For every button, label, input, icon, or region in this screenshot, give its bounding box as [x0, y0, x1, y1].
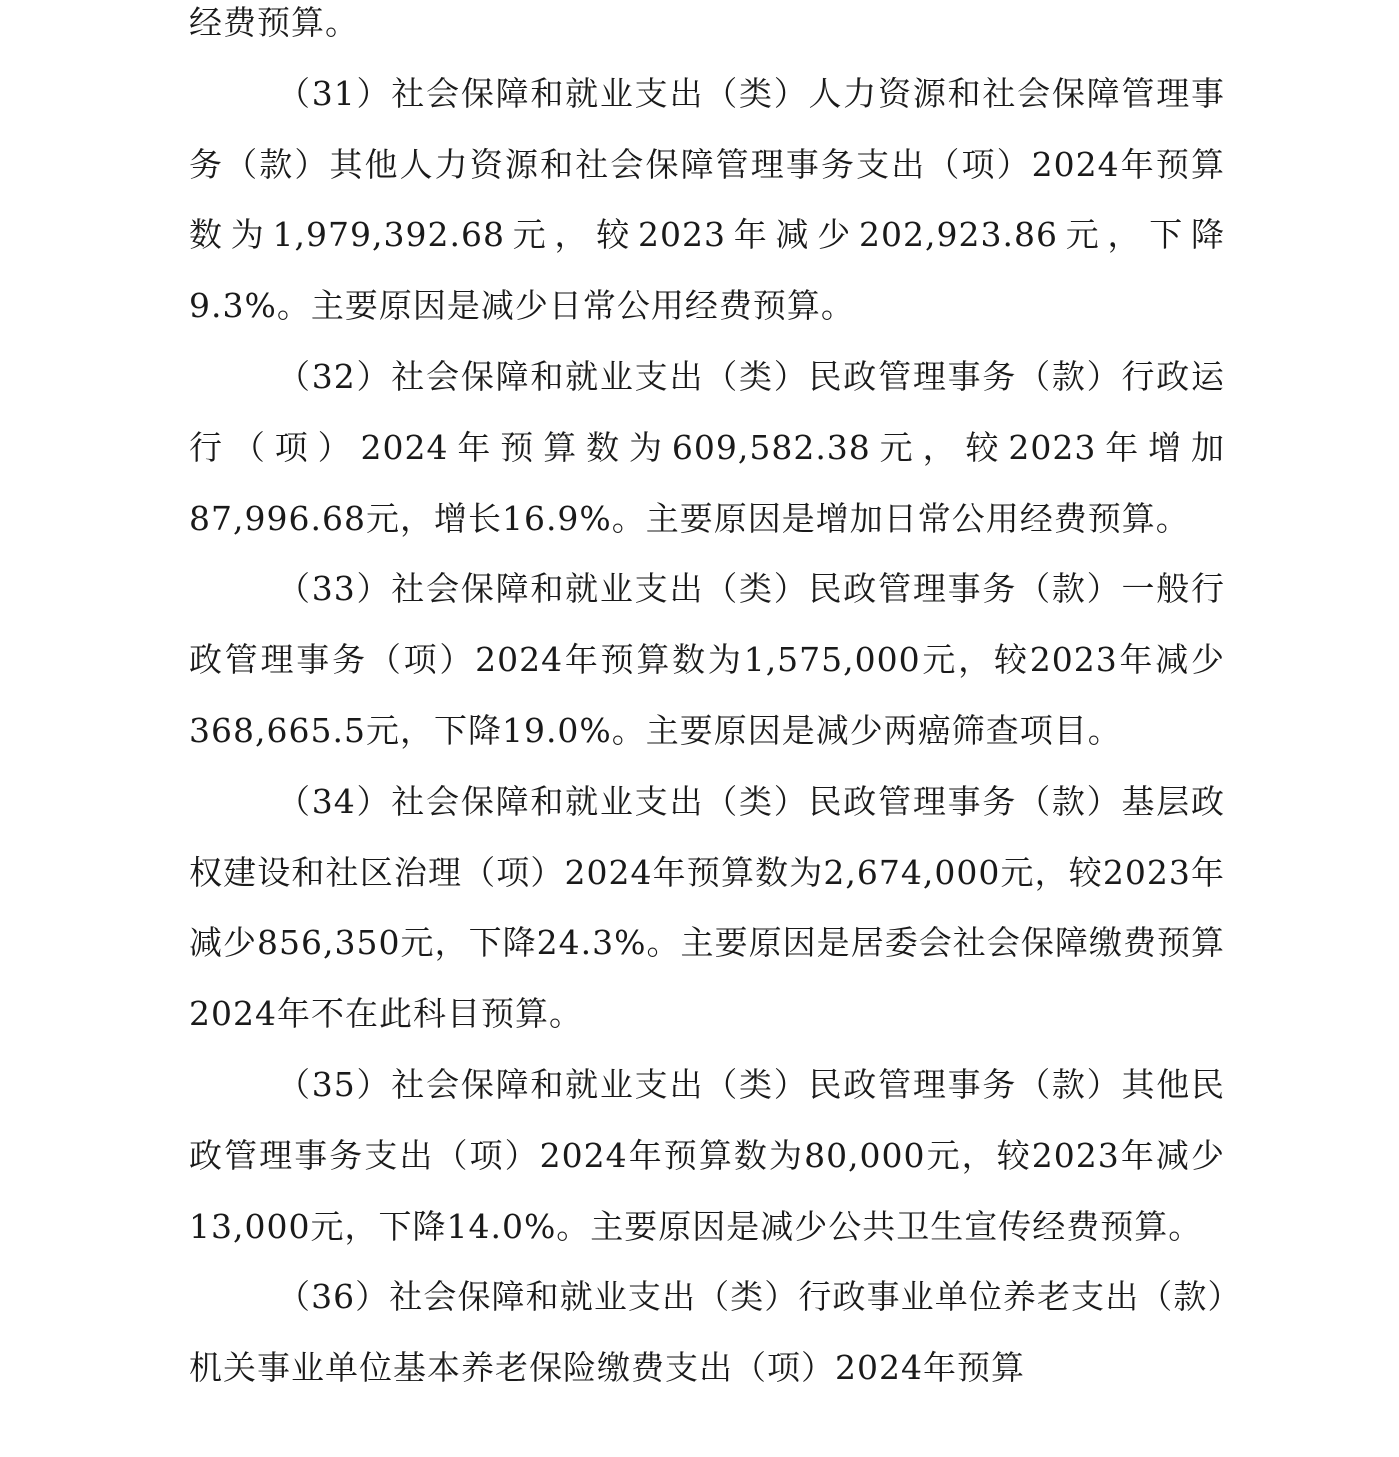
paragraph-item-32: （32）社会保障和就业支出（类）民政管理事务（款）行政运行（项）2024年预算数为609,582.38元，较2023年增加87,996.68元，增长16.9%。主要原因是增加日常公用经费预算。	[189, 356, 1225, 538]
paragraph-item-34: （34）社会保障和就业支出（类）民政管理事务（款）基层政权建设和社区治理（项）2024年预算数为2,674,000元，较2023年减少856,350元，下降24.3%。主要原因是居委会社会保障缴费预算2024年不在此科目预算。	[189, 781, 1225, 1034]
document-page	[189, 0, 1225, 1404]
paragraph-item-31: （31）社会保障和就业支出（类）人力资源和社会保障管理事务（款）其他人力资源和社会保障管理事务支出（项）2024年预算数为1,979,392.68元，较2023年减少202,923.86元，下降9.3%。主要原因是减少日常公用经费预算。	[189, 73, 1225, 326]
paragraph-item-35: （35）社会保障和就业支出（类）民政管理事务（款）其他民政管理事务支出（项）2024年预算数为80,000元，较2023年减少13,000元，下降14.0%。主要原因是减少公共卫生宣传经费预算。	[189, 1064, 1225, 1246]
paragraph-item-36: （36）社会保障和就业支出（类）行政事业单位养老支出（款）机关事业单位基本养老保险缴费支出（项）2024年预算	[189, 1277, 1225, 1388]
paragraph-item-33: （33）社会保障和就业支出（类）民政管理事务（款）一般行政管理事务（项）2024年预算数为1,575,000元，较2023年减少368,665.5元，下降19.0%。主要原因是减少两癌筛查项目。	[189, 569, 1225, 750]
paragraph-continuation: 经费预算。	[189, 3, 359, 42]
